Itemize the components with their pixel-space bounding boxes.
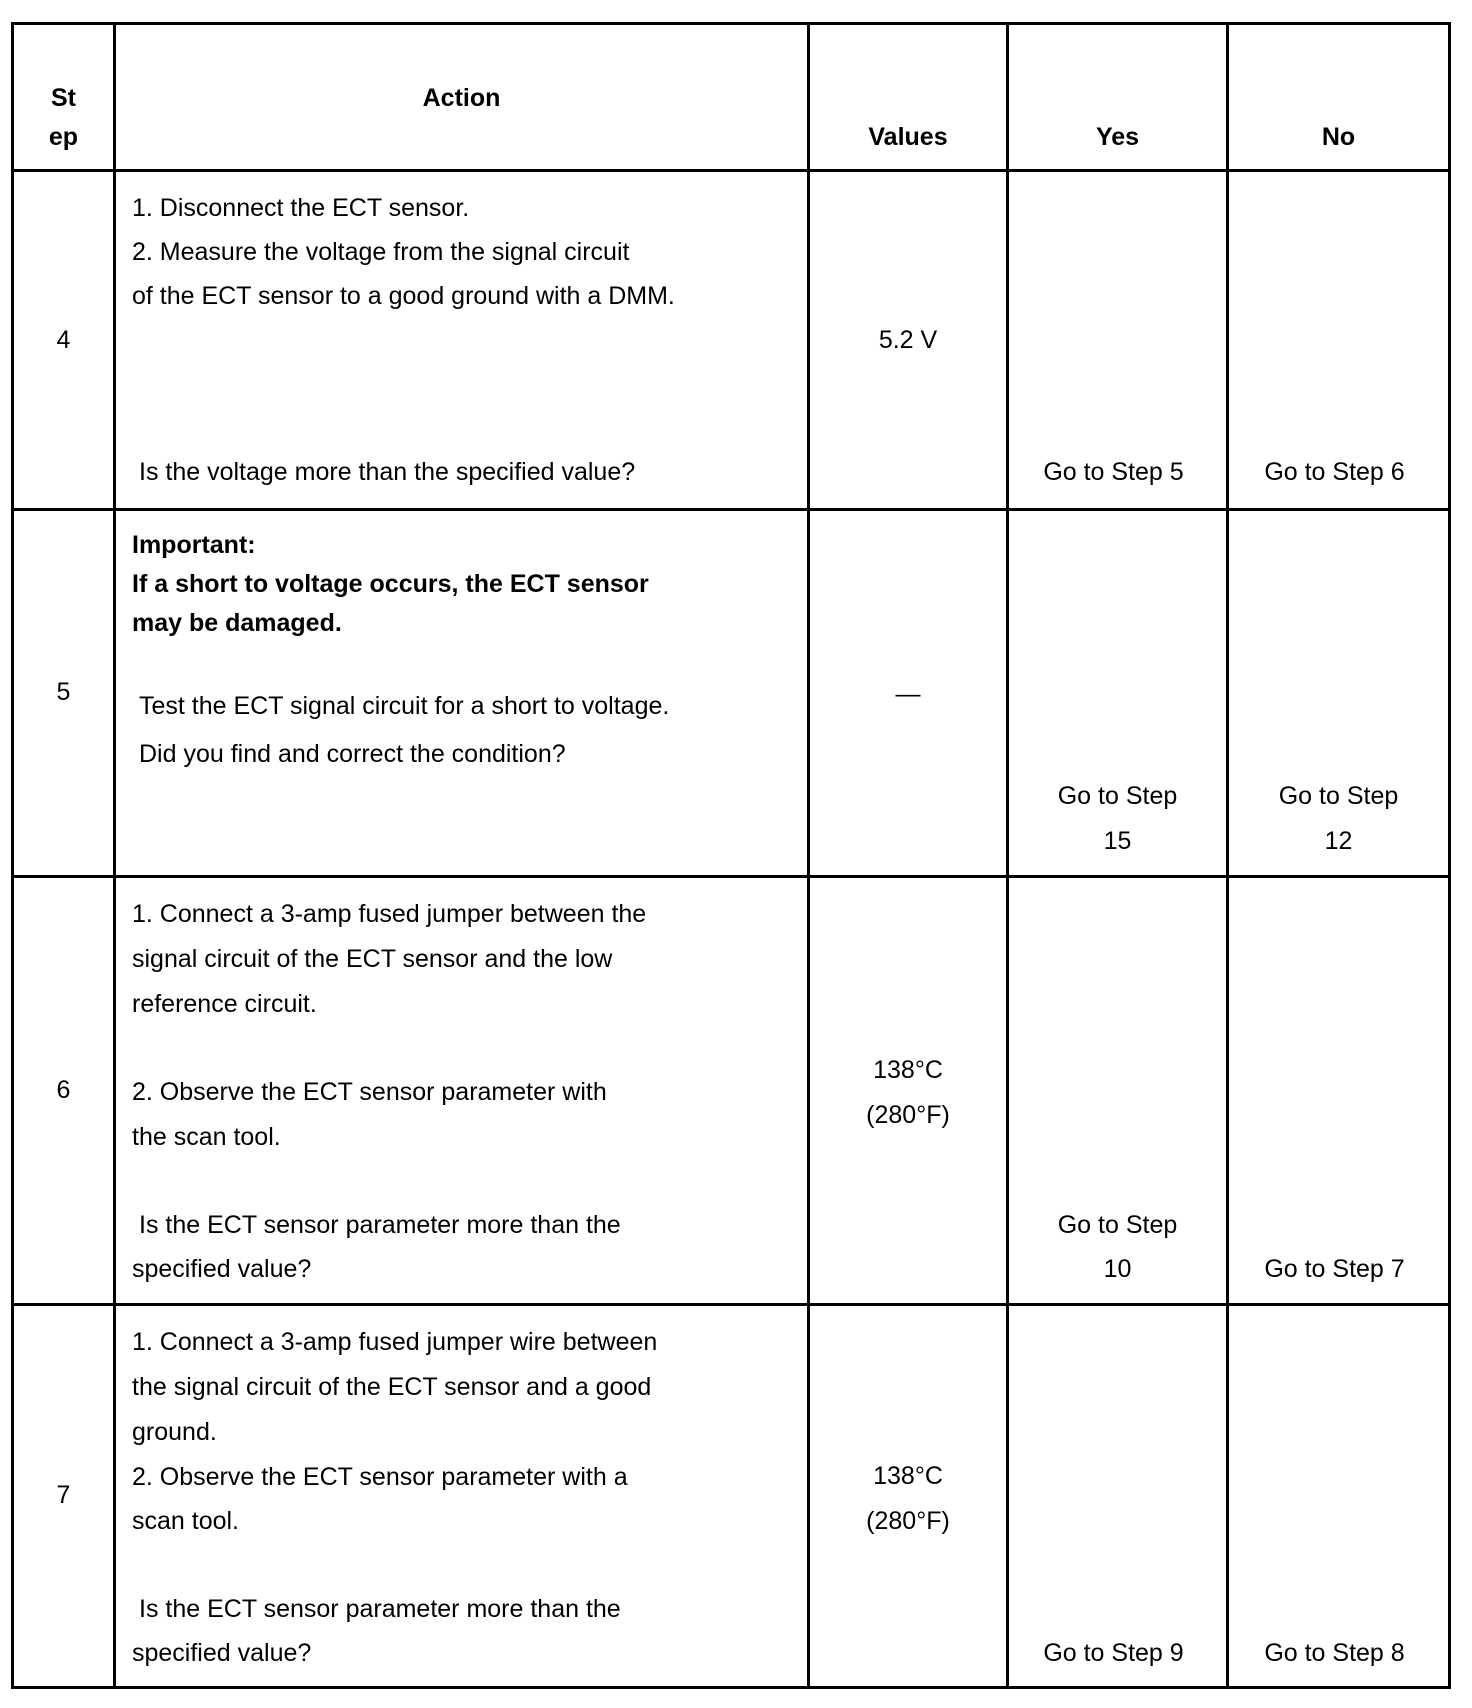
action-text: of the ECT sensor to a good ground with a DMM. <box>132 282 675 310</box>
action-text: scan tool. <box>132 1507 240 1535</box>
value-cell: (280°F) <box>866 1507 950 1535</box>
table-border-bottom <box>11 1686 1451 1689</box>
action-text: the signal circuit of the ECT sensor and a good <box>132 1373 652 1401</box>
step-number: 5 <box>56 678 71 706</box>
yes-cell: Go to Step <box>1057 1211 1178 1239</box>
no-cell: Go to Step 6 <box>1264 458 1405 486</box>
diagnostic-table <box>11 22 1451 1689</box>
column-divider <box>113 22 116 1689</box>
header-step: ep <box>48 123 79 151</box>
action-text: 2. Observe the ECT sensor parameter with <box>132 1078 607 1106</box>
action-question: Did you find and correct the condition? <box>139 740 566 768</box>
value-cell: 5.2 V <box>878 326 938 354</box>
value-cell: (280°F) <box>866 1101 950 1129</box>
row-divider <box>11 875 1451 878</box>
action-text: reference circuit. <box>132 990 317 1018</box>
no-cell: Go to Step 7 <box>1264 1255 1405 1283</box>
no-cell: Go to Step <box>1278 782 1399 810</box>
action-text: ground. <box>132 1418 217 1446</box>
value-cell: 138°C <box>873 1462 943 1490</box>
row-divider <box>11 1303 1451 1306</box>
action-question: specified value? <box>132 1255 312 1283</box>
header-step: St <box>51 84 76 112</box>
yes-cell: 15 <box>1103 827 1132 855</box>
step-number: 4 <box>56 326 71 354</box>
yes-cell: Go to Step 5 <box>1043 458 1184 486</box>
step-number: 7 <box>56 1481 71 1509</box>
action-text: signal circuit of the ECT sensor and the low <box>132 945 613 973</box>
value-cell: — <box>895 680 921 708</box>
table-border-left <box>11 22 14 1689</box>
yes-cell: Go to Step <box>1057 782 1178 810</box>
action-text: 2. Observe the ECT sensor parameter with a <box>132 1463 628 1491</box>
header-no: No <box>1321 123 1356 151</box>
step-number: 6 <box>56 1076 71 1104</box>
important-label: Important: <box>132 531 256 559</box>
action-text: Test the ECT signal circuit for a short to voltage. <box>139 692 670 720</box>
action-text: 1. Connect a 3-amp fused jumper wire between <box>132 1328 658 1356</box>
row-divider <box>11 508 1451 511</box>
header-action: Action <box>422 84 501 112</box>
action-question: specified value? <box>132 1639 312 1667</box>
yes-cell: 10 <box>1103 1255 1132 1283</box>
action-text: the scan tool. <box>132 1123 281 1151</box>
header-divider <box>11 169 1451 172</box>
action-question: Is the voltage more than the specified value? <box>139 458 636 486</box>
no-cell: 12 <box>1324 827 1353 855</box>
table-border-top <box>11 22 1451 25</box>
table-border-right <box>1448 22 1451 1689</box>
important-note: may be damaged. <box>132 609 342 637</box>
value-cell: 138°C <box>873 1056 943 1084</box>
header-yes: Yes <box>1095 123 1140 151</box>
action-text: 1. Disconnect the ECT sensor. <box>132 194 470 222</box>
yes-cell: Go to Step 9 <box>1043 1639 1184 1667</box>
column-divider <box>807 22 810 1689</box>
action-question: Is the ECT sensor parameter more than the <box>139 1595 621 1623</box>
action-text: 1. Connect a 3-amp fused jumper between the <box>132 900 647 928</box>
action-text: 2. Measure the voltage from the signal circuit <box>132 238 630 266</box>
header-values: Values <box>868 123 948 151</box>
important-note: If a short to voltage occurs, the ECT sensor <box>132 570 649 598</box>
no-cell: Go to Step 8 <box>1264 1639 1405 1667</box>
action-question: Is the ECT sensor parameter more than the <box>139 1211 621 1239</box>
